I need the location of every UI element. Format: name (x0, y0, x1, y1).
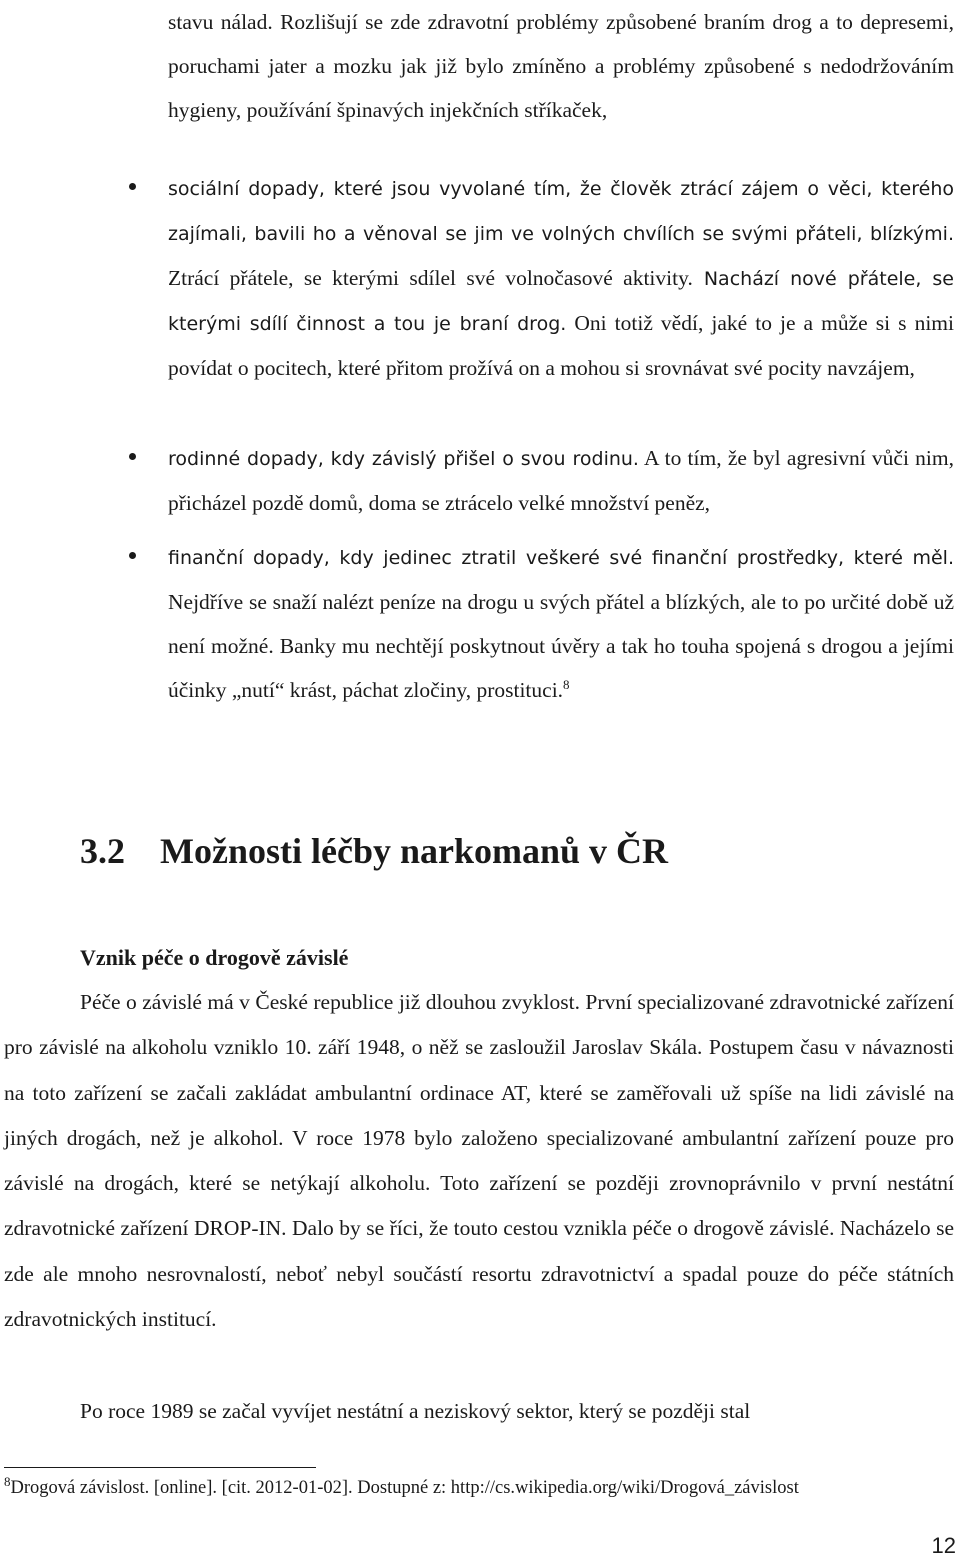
list-item (168, 166, 954, 390)
list-item-serif-text-2: Oni totiž vědí, jaké to je a může si s nimi povídat o pocitech, které přitom prožívá on a mohou si srovnávat své pocity navzájem, (168, 311, 954, 380)
list-item (168, 535, 954, 712)
footnote (4, 1473, 799, 1499)
list-item-sans-text-2: Nachází nové přátele, se kterými sdílí činnost a tou je braní drog. (168, 268, 954, 335)
bullet-icon (129, 552, 136, 559)
list-item-text (168, 436, 954, 525)
list-item-text (168, 166, 954, 390)
subheading: Vznik péče o drogově závislé (80, 945, 349, 970)
section-heading (80, 830, 668, 872)
body-paragraph: Péče o závislé má v České republice již dlouhou zvyklost. První specializované zdravotnické zařízení pro závislé na alkoholu vzniklo 10. září 1948, o něž se zasloužil Jaroslav Skála. Postupem času v návaznosti na toto zařízení se začali zakládat ambulantní ordinace AT, které se zaměřovali už spíše na lidi závislé na jiných drogách, než je alkohol. V roce 1978 bylo založeno specializované ambulantní zařízení pouze pro závislé na drogách, které se netýkají alkoholu. Toto zařízení se později zrovnoprávnilo v první nestátní zdravotnické zařízení DROP-IN. Dalo by se říci, že touto cestou vznikla péče o drogově závislé. Nacházelo se zde ale mnoho nesrovnalostí, neboť nebyl součástí resortu zdravotnictví a spadal pouze do péče státních zdravotnických institucí. (4, 990, 954, 1332)
continuation-text: stavu nálad. Rozlišují se zde zdravotní problémy způsobené braním drog a to depresemi, poruchami jater a mozku jak již bylo zmíněno a problémy způsobené s nedodržováním hygieny, používání špinavých injekčních stříkaček, (168, 10, 954, 122)
footnote-text: Drogová závislost. [online]. [cit. 2012-01-02]. Dostupné z: http://cs.wikipedia.org/wiki/Drogová_závislost (10, 1478, 799, 1498)
footnote-divider (4, 1467, 316, 1468)
list-continuation (168, 0, 954, 132)
list-item-sans-text: sociální dopady, které jsou vyvolané tím, že člověk ztrácí zájem o věci, kterého zajímali, bavili ho a věnoval se jim ve volných chvílích se svými přáteli, blízkými. (168, 178, 954, 245)
page-number: 12 (931, 1533, 956, 1558)
list-item (168, 436, 954, 525)
list-item-serif-text: Nejdříve se snaží nalézt peníze na drogu u svých přátel a blízkých, ale to po určité době už není možné. Banky mu nechtějí poskytnout úvěry a tak ho touha spojená s drogou a jejími účinky „nutí“ krást, páchat zločiny, prostituci. (168, 590, 954, 702)
bullet-icon (129, 453, 136, 460)
list-item-serif-text: A to tím, že byl agresivní vůči nim, přicházel pozdě domů, doma se ztrácelo velké množství peněz, (168, 446, 954, 515)
list-item-serif-text: Ztrácí přátele, se kterými sdílel své volnočasové aktivity. (168, 266, 693, 290)
list-item-sans-text: rodinné dopady, kdy závislý přišel o svou rodinu. (168, 448, 639, 470)
section-number: 3.2 (80, 831, 125, 871)
bullet-icon (129, 183, 136, 190)
body-paragraph: Po roce 1989 se začal vyvíjet nestátní a neziskový sektor, který se později stal (80, 1399, 751, 1423)
section-title: Možnosti léčby narkomanů v ČR (160, 831, 669, 871)
footnote-number: 8 (4, 1473, 11, 1489)
footnote-reference[interactable]: 8 (563, 676, 570, 692)
list-item-sans-text: finanční dopady, kdy jedinec ztratil veškeré své finanční prostředky, které měl. (168, 547, 954, 569)
list-item-text (168, 535, 954, 712)
